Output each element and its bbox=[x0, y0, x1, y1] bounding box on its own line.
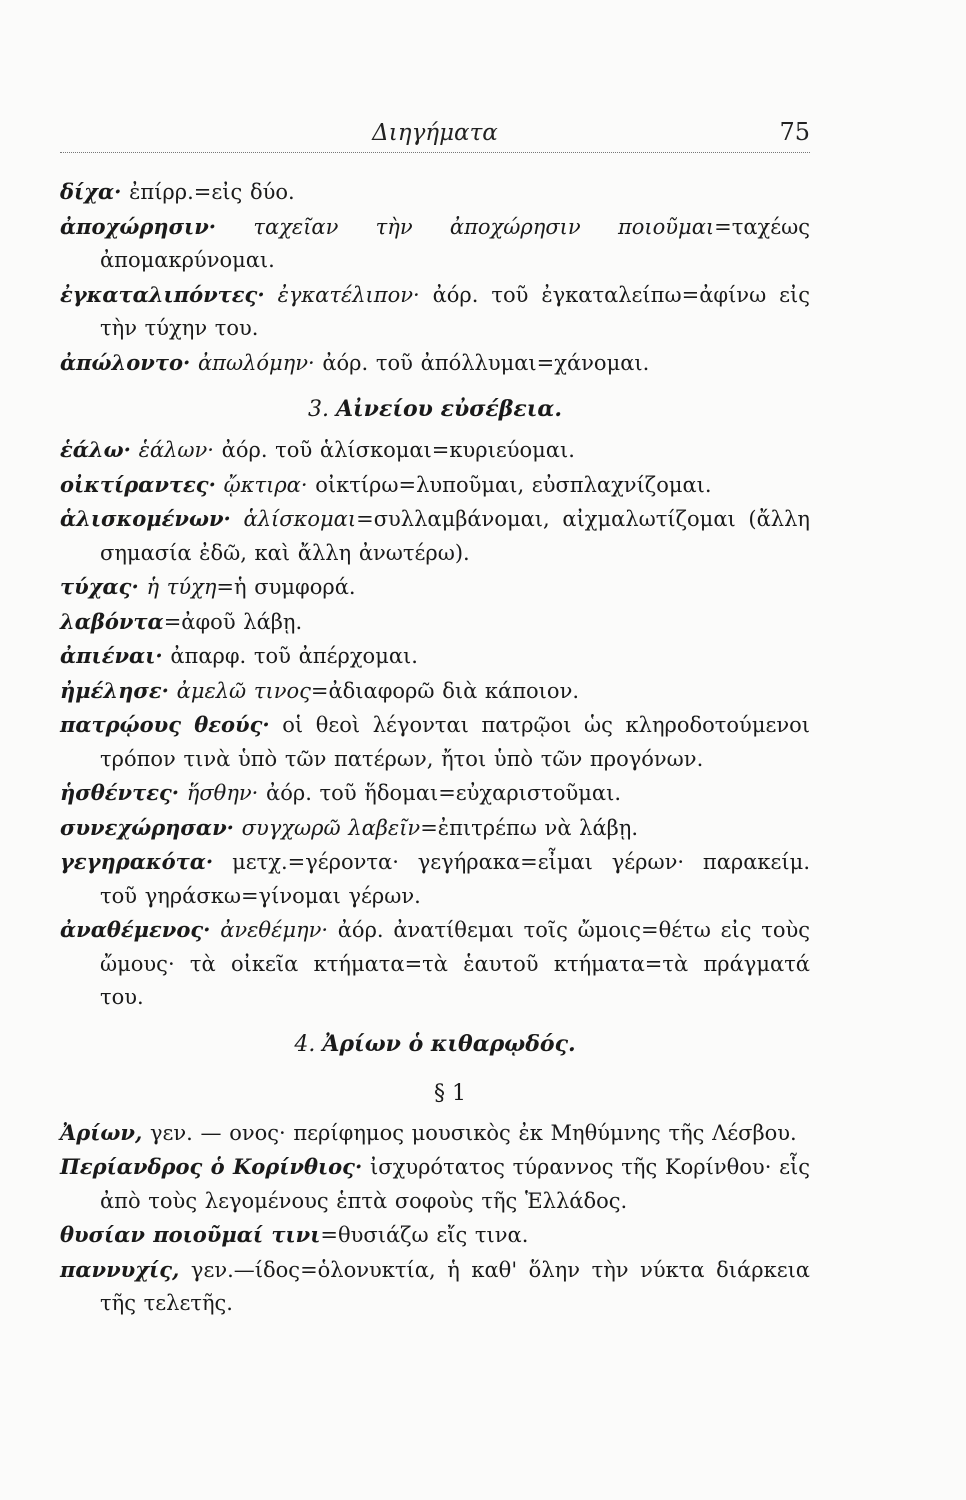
glossary-entry bbox=[60, 1116, 810, 1151]
entry-text: =ταχέως ἀπομακρύνομαι. bbox=[100, 214, 810, 272]
entry-italic: ἀπωλόμην· bbox=[190, 350, 315, 375]
entry-text: =συλλαμβάνομαι, αἰχμαλωτίζομαι (ἄλλη σημασία ἐδῶ, καὶ ἄλλη ἀνωτέρω). bbox=[100, 507, 810, 565]
entry-text: =ἀφοῦ λάβῃ. bbox=[163, 609, 303, 634]
entry-text: γεν. — ονος· περίφημος μουσικὸς ἐκ Μηθύμνης τῆς Λέσβου. bbox=[142, 1120, 797, 1145]
entry-term: πατρῴους θεούς· bbox=[60, 712, 270, 737]
entry-italic: ἥσθην· bbox=[179, 781, 259, 805]
entry-term: ἀναθέμενος· bbox=[60, 917, 211, 942]
entry-term: ἀπώλοντο· bbox=[60, 349, 191, 375]
entry-term: παννυχίς, bbox=[60, 1256, 180, 1282]
entry-term: ἠμέλησε· bbox=[60, 677, 169, 703]
entry-term: ἀποχώρησιν· bbox=[60, 213, 217, 239]
entry-italic: ταχεῖαν τὴν ἀποχώρησιν ποιοῦμαι bbox=[216, 214, 715, 239]
entry-text: ἀπαρφ. τοῦ ἀπέρχομαι. bbox=[162, 644, 418, 668]
section-title: Αἰνείου εὐσέβεια. bbox=[335, 396, 563, 422]
glossary-entry bbox=[60, 639, 810, 674]
entry-term: οἰκτίραντες· bbox=[60, 471, 216, 497]
glossary-entry bbox=[60, 278, 810, 346]
entry-text: ἀόρ. ἀνατίθεμαι τοῖς ὤμοις=θέτω εἰς τοὺς ὤμους· τὰ οἰκεῖα κτήματα=τὰ ἑαυτοῦ κτήματα=τὰ πράγματά του. bbox=[100, 918, 810, 1009]
entry-italic: ἀνεθέμην· bbox=[210, 918, 329, 942]
entry-term: ἁλισκομένων· bbox=[60, 506, 231, 531]
section-title: Ἀρίων ὁ κιθαρῳδός. bbox=[322, 1030, 576, 1057]
glossary-block-1 bbox=[60, 175, 810, 380]
entry-text: γεν.—ίδος=ὁλονυκτία, ἡ καθ' ὅλην τὴν νύκτα διάρκεια τῆς τελετῆς. bbox=[100, 1257, 810, 1315]
glossary-entry bbox=[60, 346, 810, 381]
glossary-entry bbox=[60, 811, 810, 846]
glossary-entry bbox=[60, 674, 810, 709]
glossary-entry bbox=[60, 1253, 810, 1321]
entry-italic: ᾤκτιρα· bbox=[215, 472, 308, 497]
glossary-entry bbox=[60, 210, 810, 278]
glossary-entry bbox=[60, 570, 810, 605]
glossary-entry bbox=[60, 605, 810, 640]
glossary-entry bbox=[60, 776, 810, 811]
section-number: 4. bbox=[294, 1031, 316, 1057]
glossary-entry bbox=[60, 1150, 810, 1218]
entry-text: =θυσιάζω εἴς τινα. bbox=[320, 1223, 529, 1247]
glossary-block-3 bbox=[60, 1116, 810, 1321]
entry-term: γεγηρακότα· bbox=[60, 849, 214, 874]
entry-term: ἐγκαταλιπόντες· bbox=[60, 281, 265, 307]
entry-text: ἐπίρρ.=εἰς δύο. bbox=[121, 180, 295, 204]
entry-term: ἀπιέναι· bbox=[60, 643, 163, 668]
glossary-entry bbox=[60, 502, 810, 570]
entry-term: συνεχώρησαν· bbox=[60, 814, 234, 840]
entry-text: μετχ.=γέροντα· γεγήρακα=εἶμαι γέρων· παρακείμ. τοῦ γηράσκω=γίνομαι γέρων. bbox=[100, 850, 810, 908]
glossary-entry bbox=[60, 468, 810, 503]
entry-italic: ἡ τύχη bbox=[138, 575, 217, 599]
entry-italic: συγχωρῶ λαβεῖν bbox=[233, 815, 421, 840]
entry-italic: ἑάλων· bbox=[130, 438, 214, 462]
entry-text: ἀόρ. τοῦ ἐγκαταλείπω=ἀφίνω εἰς τὴν τύχην του. bbox=[100, 282, 810, 340]
entry-text: οἱ θεοὶ λέγονται πατρῷοι ὡς κληροδοτούμενοι τρόπον τινὰ ὑπὸ τῶν πατέρων, ἤτοι ὑπὸ τῶν προγόνων. bbox=[100, 713, 810, 771]
entry-term: ἑάλω· bbox=[60, 437, 131, 462]
entry-term: θυσίαν ποιοῦμαί τινι bbox=[60, 1222, 321, 1247]
page-number: 75 bbox=[779, 118, 810, 146]
entry-term: Περίανδρος ὁ Κορίνθιος· bbox=[60, 1154, 363, 1179]
glossary-entry bbox=[60, 708, 810, 776]
entry-term: δίχα· bbox=[60, 179, 122, 204]
entry-term: ἡσθέντες· bbox=[60, 780, 180, 805]
glossary-block-2 bbox=[60, 433, 810, 1015]
entry-text: ἀόρ. τοῦ ἁλίσκομαι=κυριεύομαι. bbox=[213, 438, 575, 462]
page-body bbox=[60, 175, 810, 1321]
header-title: Διηγήματα bbox=[372, 120, 498, 146]
entry-text: =ἀδιαφορῶ διὰ κάποιον. bbox=[310, 678, 580, 703]
section-heading-3 bbox=[60, 390, 810, 429]
glossary-entry bbox=[60, 175, 810, 210]
entry-italic: ἁλίσκομαι bbox=[230, 507, 357, 531]
glossary-entry bbox=[60, 845, 810, 913]
entry-text: οἰκτίρω=λυποῦμαι, εὐσπλαχνίζομαι. bbox=[307, 472, 712, 497]
entry-text: ἀόρ. τοῦ ἥδομαι=εὐχαριστοῦμαι. bbox=[258, 781, 622, 805]
entry-text: =ἡ συμφορά. bbox=[216, 575, 356, 599]
entry-text: =ἐπιτρέπω νὰ λάβῃ. bbox=[420, 815, 639, 840]
section-heading-4 bbox=[60, 1025, 810, 1064]
entry-italic: ἀμελῶ τινος bbox=[168, 678, 311, 703]
paragraph-mark: § 1 bbox=[434, 1080, 466, 1106]
entry-term: λαβόντα bbox=[60, 608, 164, 634]
entry-text: ἀόρ. τοῦ ἀπόλλυμαι=χάνομαι. bbox=[314, 350, 650, 375]
entry-text: ἰσχυρότατος τύραννος τῆς Κορίνθου· εἷς ἀπὸ τοὺς λεγομένους ἑπτὰ σοφοὺς τῆς Ἑλλάδος. bbox=[100, 1155, 811, 1213]
running-header bbox=[60, 118, 810, 153]
entry-italic: ἐγκατέλιπον· bbox=[264, 282, 420, 307]
section-number: 3. bbox=[307, 397, 329, 422]
glossary-entry bbox=[60, 1218, 810, 1253]
entry-term: τύχας· bbox=[60, 574, 139, 599]
glossary-entry bbox=[60, 433, 810, 468]
entry-term: Ἀρίων, bbox=[60, 1119, 143, 1145]
glossary-entry bbox=[60, 913, 810, 1015]
